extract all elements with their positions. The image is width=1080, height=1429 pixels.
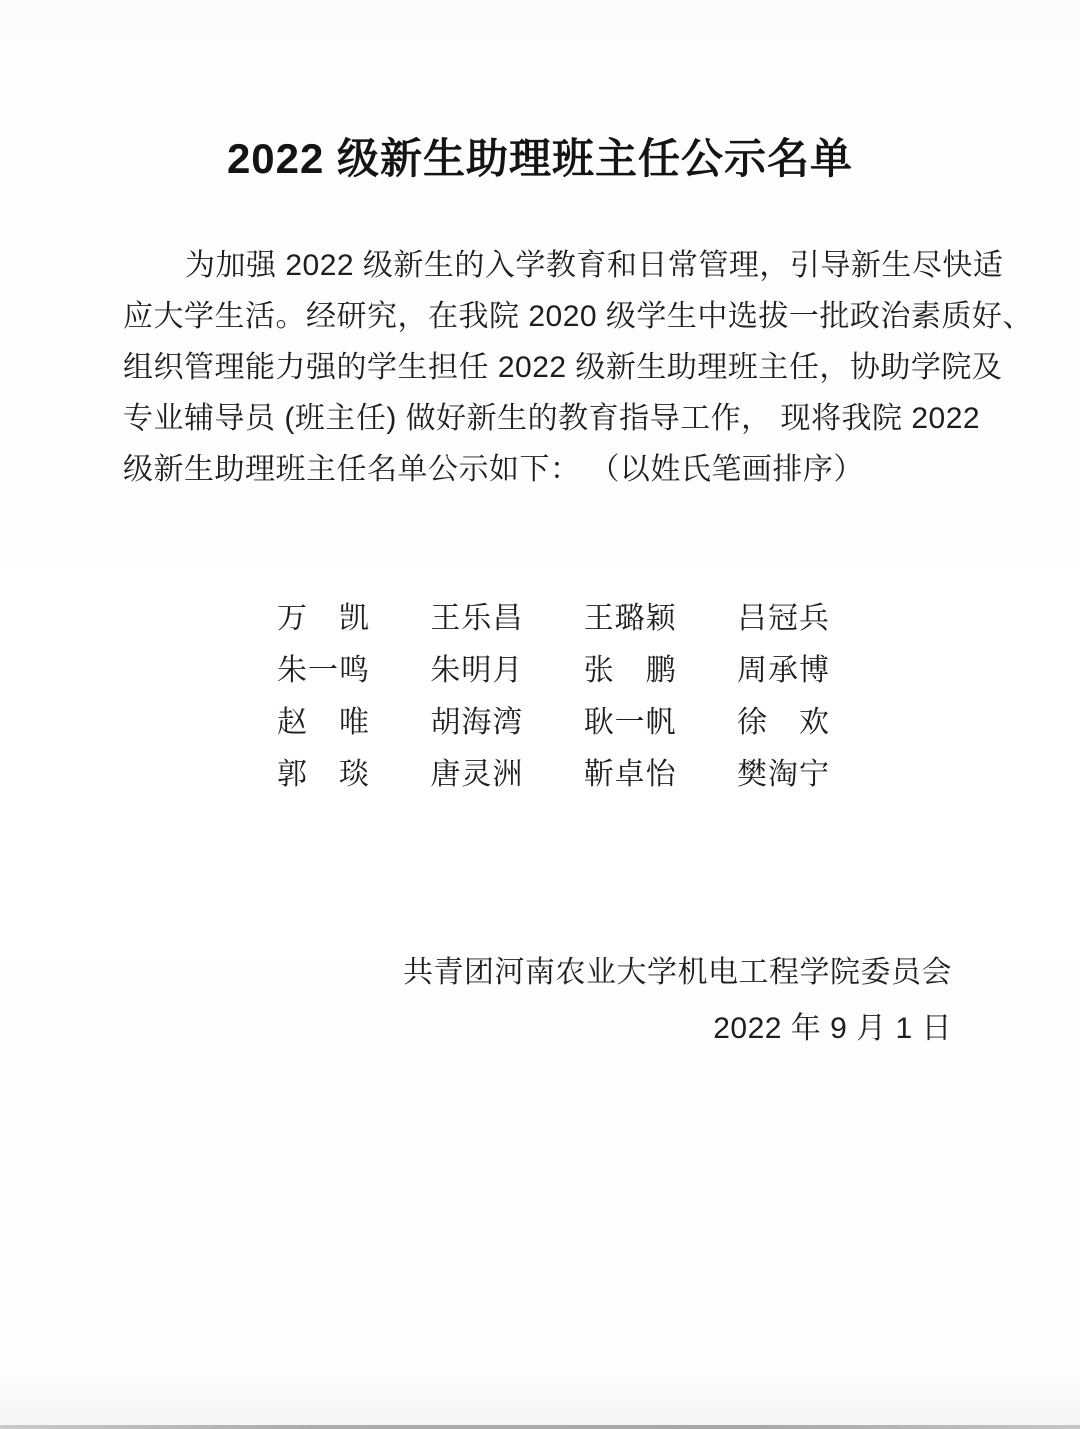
issue-date: 2022 年 9 月 1 日 bbox=[713, 1012, 952, 1045]
name-row bbox=[277, 593, 1080, 645]
document-title: 2022 级新生助理班主任公示名单 bbox=[226, 135, 854, 182]
person-name: 王乐昌 bbox=[430, 602, 524, 635]
name-row bbox=[277, 697, 1080, 749]
issuing-organization: 共青团河南农业大学机电工程学院委员会 bbox=[403, 956, 952, 989]
person-name: 靳卓怡 bbox=[583, 758, 677, 791]
person-name: 张 鹏 bbox=[583, 654, 677, 687]
person-name: 樊淘宁 bbox=[737, 758, 831, 791]
person-name: 赵 唯 bbox=[277, 706, 370, 739]
body-line: 为加强 2022 级新生的入学教育和日常管理，引导新生尽快适 bbox=[185, 249, 1004, 282]
person-name: 朱明月 bbox=[430, 654, 524, 687]
person-name: 王璐颖 bbox=[583, 602, 677, 635]
signature-block bbox=[0, 945, 952, 1057]
person-name: 朱一鸣 bbox=[277, 654, 370, 687]
person-name: 万 凯 bbox=[277, 602, 370, 635]
body-line: 级新生助理班主任名单公示如下： （以姓氏笔画排序） bbox=[123, 453, 864, 486]
person-name: 胡海湾 bbox=[430, 706, 524, 739]
person-name: 唐灵洲 bbox=[430, 758, 524, 791]
photo-edge-line bbox=[0, 1425, 1080, 1429]
body-line: 组织管理能力强的学生担任 2022 级新生助理班主任，协助学院及 bbox=[123, 351, 1003, 384]
name-row bbox=[277, 645, 1080, 697]
announcement-body bbox=[123, 240, 1033, 495]
assistant-teacher-name-list bbox=[277, 593, 1080, 801]
person-name: 吕冠兵 bbox=[737, 602, 831, 635]
body-line: 专业辅导员 (班主任) 做好新生的教育指导工作， 现将我院 2022 bbox=[123, 402, 981, 435]
person-name: 耿一帆 bbox=[583, 706, 677, 739]
person-name: 周承博 bbox=[737, 654, 831, 687]
person-name: 徐 欢 bbox=[737, 706, 831, 739]
body-line: 应大学生活。经研究，在我院 2020 级学生中选拔一批政治素质好、 bbox=[123, 300, 1033, 333]
name-row bbox=[277, 749, 1080, 801]
person-name: 郭 琰 bbox=[277, 758, 370, 791]
